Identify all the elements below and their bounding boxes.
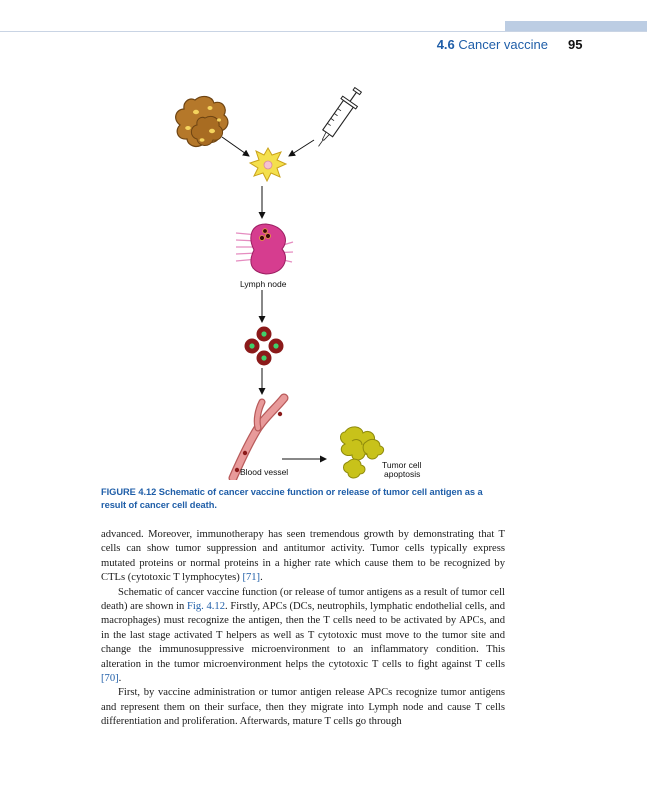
figure-reference-link[interactable]: Fig. 4.12 (187, 601, 226, 613)
paragraph-2 (101, 586, 505, 687)
label-lymph-node: Lymph node (240, 279, 287, 289)
figure-caption (101, 486, 501, 511)
paragraph-1 (101, 528, 505, 586)
caption-text: Schematic of cancer vaccine function or release of tumor cell antigen as a result of cancer cell death. (101, 487, 483, 510)
section-number: 4.6 (436, 37, 455, 52)
paragraph-2-text-a: Schematic of cancer vaccine function (or release of tumor antigens as a result of tumor cell death) are shown in (101, 586, 505, 613)
arrow-tumor-to-apc (222, 137, 249, 156)
dendritic-cell-icon (250, 148, 286, 181)
caption-label: FIGURE 4.12 (101, 487, 157, 497)
label-tumor-apoptosis-line2: apoptosis (384, 469, 421, 479)
section-title: Cancer vaccine (458, 37, 548, 52)
label-blood-vessel: Blood vessel (240, 467, 289, 477)
apoptotic-cells-icon (340, 427, 383, 478)
lymph-node-icon (236, 224, 293, 274)
t-cells-icon (245, 327, 284, 366)
paragraph-3 (101, 686, 505, 729)
paragraph-2-text-b: . Firstly, APCs (DCs, neutrophils, lymphatic endothelial cells, and macrophages) must recognize the antigen, then the T cells need to be activated by APCs, and in the last stage activated T helpers as well as T cytotoxic must move to the tumor site and change the immunosuppressive microenvironment to an inflammatory condition. This alteration in the tumor microenvironment helps the cytotoxic T cells to fight against T cells (101, 601, 506, 670)
syringe-icon (311, 85, 365, 152)
page-number: 95 (568, 37, 583, 52)
paragraph-3-text: First, by vaccine administration or tumor antigen release APCs recognize tumor antigens and represent them on their surface, then they migrate into Lymph node and cause T cells differentiation and proliferation. Afterwards, mature T cells go through (101, 687, 505, 728)
paragraph-2-end: . (118, 673, 122, 685)
arrow-vaccine-to-apc (289, 140, 314, 156)
citation-70[interactable]: [70] (101, 673, 119, 685)
label-tumor-apoptosis-line1: Tumor cell (382, 460, 422, 470)
tumor-cells-icon (176, 96, 228, 146)
citation-71[interactable]: [71] (242, 572, 261, 584)
blood-vessel-icon (233, 398, 284, 478)
paragraph-1-text: advanced. Moreover, immunotherapy has seen tremendous growth by demonstrating that T cells can show tumor suppression and antitumor activity. Tumor cells typically express mutated proteins or normal proteins in a higher rate which cause them to be recognized by CTLs (cytotoxic T lymphocytes) (101, 529, 505, 584)
body-text (101, 528, 505, 730)
paragraph-1-end: . (260, 572, 263, 584)
